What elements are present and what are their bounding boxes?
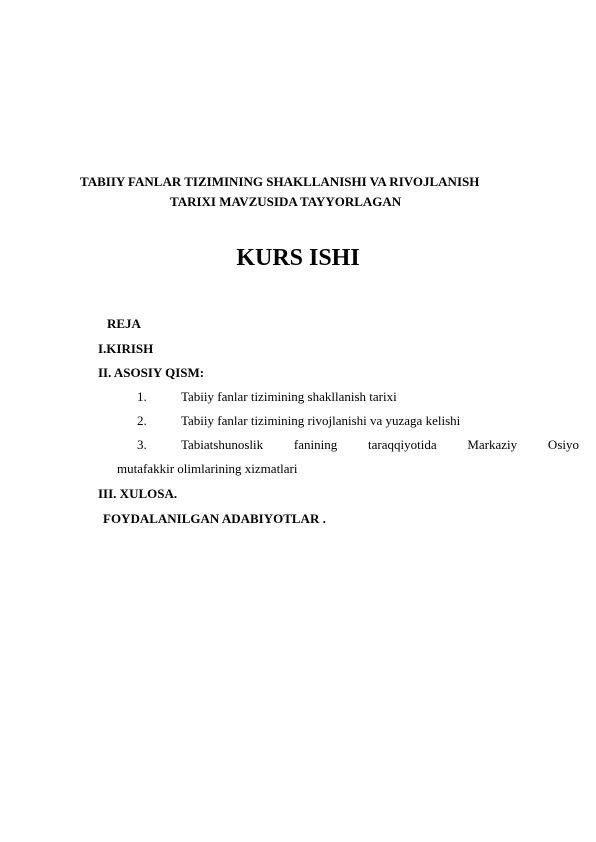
plan-heading: REJA (107, 316, 141, 331)
title-line-1: TABIIY FANLAR TIZIMINING SHAKLLANISHI VA RIVOJLANISH (80, 174, 480, 189)
plan-item-number: 1. (137, 389, 147, 404)
plan-item-text: Tabiiy fanlar tizimining shakllanish tarixi (181, 389, 397, 404)
conclusion-heading: III. XULOSA. (98, 486, 178, 501)
plan-item-number: 3. (137, 437, 147, 452)
plan-item-text: Tabiiy fanlar tizimining rivojlanishi va yuzaga kelishi (181, 413, 461, 428)
plan-item-number: 2. (137, 413, 147, 428)
main-part-heading: II. ASOSIY QISM: (98, 365, 205, 380)
introduction-heading: I.KIRISH (98, 341, 154, 356)
references-heading: FOYDALANILGAN ADABIYOTLAR . (103, 511, 326, 526)
plan-item-continuation: mutafakkir olimlarining xizmatlari (117, 461, 298, 476)
title-line-2: TARIXI MAVZUSIDA TAYYORLAGAN (170, 194, 402, 209)
plan-item-text: Tabiatshunoslik fanining taraqqiyotida Markaziy Osiyo (181, 437, 579, 452)
work-type-heading: KURS ISHI (236, 245, 360, 271)
